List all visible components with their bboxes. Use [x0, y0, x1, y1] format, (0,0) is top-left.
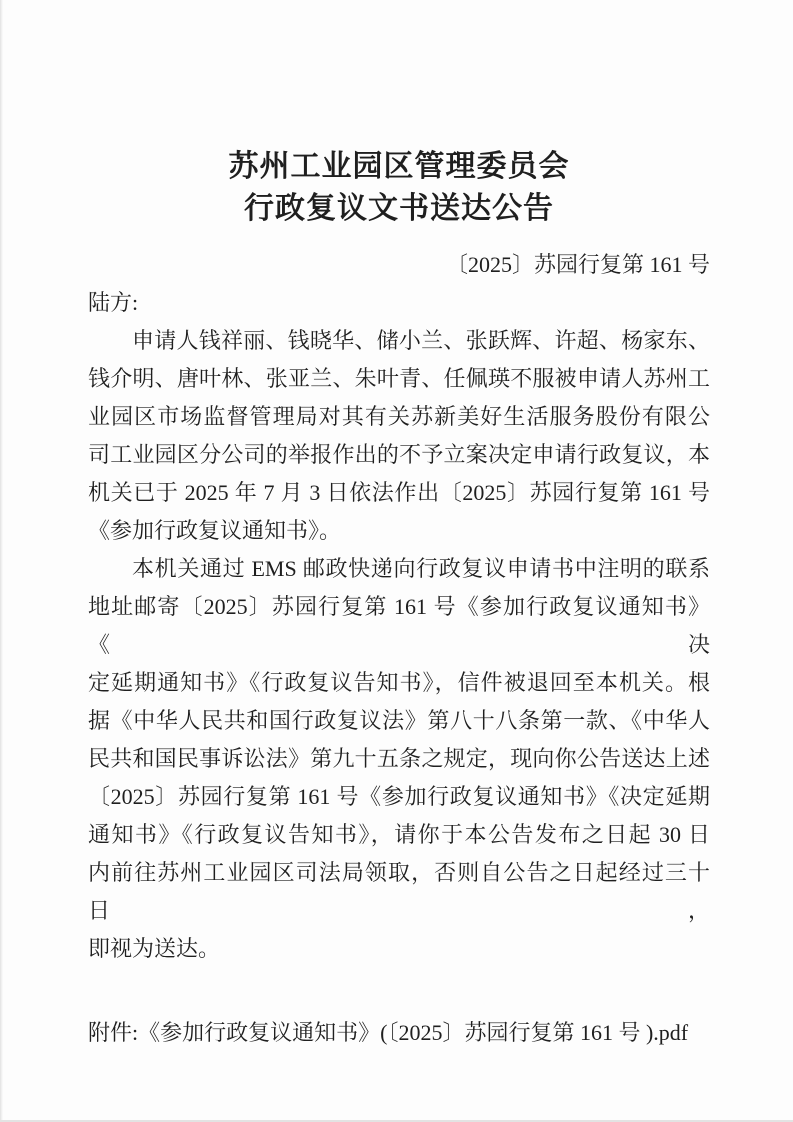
body-line: 通知书》《行政复议告知书》，请你于本公告发布之日起 30 日: [88, 822, 710, 847]
document-number: 〔2025〕苏园行复第 161 号: [445, 252, 710, 277]
body-line: 业园区市场监督管理局对其有关苏新美好生活服务股份有限公: [88, 404, 710, 429]
body-line: 《参加行政复议通知书》。: [88, 518, 342, 543]
paragraph-2: [88, 550, 710, 968]
body-line: 申请人钱祥丽、钱晓华、储小兰、张跃辉、许超、杨家东、: [132, 328, 710, 353]
body-line: 据《中华人民共和国行政复议法》第八十八条第一款、《中华人: [88, 708, 710, 733]
body-line: 地址邮寄〔2025〕苏园行复第 161 号《参加行政复议通知书》《决: [88, 594, 710, 657]
attachment-line: 附件:《参加行政复议通知书》(〔2025〕苏园行复第 161 号 ).pdf: [88, 1020, 689, 1045]
body-line: 司工业园区分公司的举报作出的不予立案决定申请行政复议，本: [88, 442, 710, 467]
scan-edge-left: [0, 0, 3, 1122]
page-subtitle: 行政复议文书送达公告: [244, 192, 554, 225]
body-line: 内前往苏州工业园区司法局领取，否则自公告之日起经过三十日，: [88, 860, 710, 923]
paragraph-1: [88, 322, 710, 550]
body-line: 钱介明、唐叶林、张亚兰、朱叶青、任佩瑛不服被申请人苏州工: [88, 366, 710, 391]
body-line: 定延期通知书》《行政复议告知书》，信件被退回至本机关。根: [88, 670, 710, 695]
body-line: 机关已于 2025 年 7 月 3 日依法作出〔2025〕苏园行复第 161 号: [88, 480, 710, 505]
page-title: 苏州工业园区管理委员会: [228, 150, 570, 183]
body-line: 即视为送达。: [88, 936, 221, 961]
notice-title-block: [88, 0, 710, 230]
body-line: 民共和国民事诉讼法》第九十五条之规定，现向你公告送达上述: [88, 746, 710, 771]
body-line: 本机关通过 EMS 邮政快递向行政复议申请书中注明的联系: [132, 556, 710, 581]
salutation: 陆方:: [88, 290, 139, 315]
body-line: 〔2025〕苏园行复第 161 号《参加行政复议通知书》《决定延期: [88, 784, 710, 809]
